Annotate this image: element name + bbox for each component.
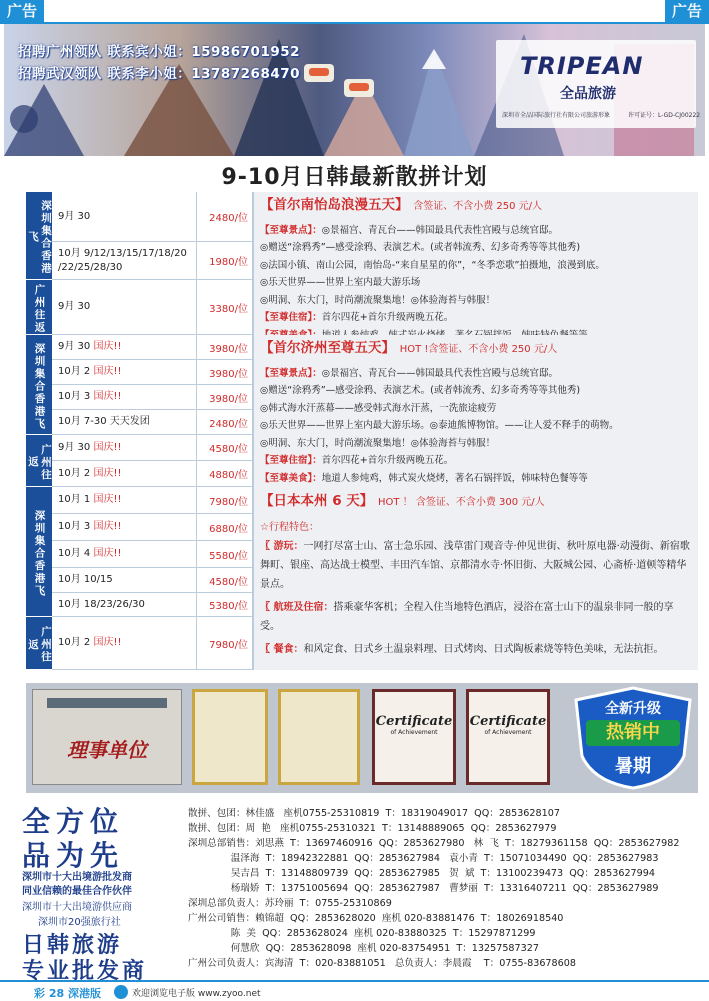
page-title: 9-10月日韩最新散拼计划	[221, 165, 488, 190]
itinerary-seoul-jeju: 【首尔济州至尊五天】 HOT !含签证、不含小费 250 元/人 【至尊景点】：◎景福宫、青瓦台——韩国最具代表性宫殿与总统官邸。 ◎赠送“涂鸦秀”—感受涂鸦、表演艺术。(或者韩流秀、幻多奇秀等等其他秀) ◎韩式海水汗蒸幕——感受韩式海水汗蒸，一洗旅途疲劳 ◎乐天世界——世界上室内最大游乐场。◎泰迪熊博物馆。——让人爱不释手的萌物。 ◎明洞、东大门，时尚潮流聚集地！◎体验海苔与韩服！ 【至尊住宿】：首尔四花+首尔升级两晚五花。 【至尊美食】：地道人参炖鸡，韩式炭火烧烤，著名石锅拌饭，韩味特色餐等等	[252, 335, 698, 487]
contact-line: 温泽海 T：18942322881 QQ：2853627984 袁小青 T：15071034490 QQ：2853627983	[188, 853, 659, 864]
certificate-achievement-2: Certificate of Achievement	[466, 689, 550, 785]
table-row: 10月 10/15 4580/位	[52, 568, 252, 593]
page-number: 彩 28 深港版	[34, 987, 101, 1000]
table-row: 10月 3 国庆!! 3980/位	[52, 385, 252, 410]
table-row: 10月 2 国庆!! 7980/位	[52, 617, 252, 670]
price: 4580/位	[196, 435, 248, 460]
recruit-guangzhou: 招聘广州领队 联系宾小姐：15986701952	[18, 44, 301, 60]
contact-line: 深圳总部负责人：苏玲丽 T：0755-25310869	[188, 898, 392, 909]
slogan-8: 专业批发商	[22, 959, 148, 984]
contact-line: 广州公司负责人：宾海清 T：020-83881051 总负责人：李晨霞 T：0755-83678608	[188, 958, 576, 969]
price: 2480/位	[196, 192, 248, 241]
itinerary-note: HOT !含签证、不含小费 250 元/人	[399, 344, 558, 355]
brand-name: 全品旅游	[560, 86, 616, 102]
price: 5580/位	[196, 541, 248, 567]
price: 7980/位	[196, 617, 248, 669]
itinerary-title: 【首尔济州至尊五天】	[260, 340, 395, 356]
ad-tag-left: 广告	[0, 0, 44, 22]
table-row: 10月 2 国庆!! 3980/位	[52, 360, 252, 385]
itinerary-japan-honshu: 【日本本州 6 天】 HOT ！ 含签证、不含小费 300 元/人 ☆行程特色： 〖 游玩：一网打尽富士山、富士急乐园、浅草雷门观音寺·仲见世街、秋叶原电器·动漫街、新宿歌舞町、银座、高达战士模型、丰田汽车馆、京都清水寺·怀旧街、大阪城公园、心斋桥·道顿等精华景点。 〖 航班及住宿：搭乘豪华客机；全程入住当地特色酒店，浸浴在富士山下的温泉非同一般的享受。 〖 餐食：和风定食、日式乡土温泉料理、日式烤肉、日式陶板素烧等特色美味，无法抗拒。	[252, 487, 698, 670]
brand-tagline: 深圳市全品国际旅行社有限公司旅游形象	[502, 112, 611, 119]
price: 3980/位	[196, 385, 248, 409]
certificate-achievement-1: Certificate of Achievement	[372, 689, 456, 785]
price: 2480/位	[196, 410, 248, 434]
table-row: 9月 30 2480/位	[52, 192, 252, 242]
slogan-5: 深圳市十大出境游供应商	[22, 902, 132, 913]
itinerary-note: 含签证、不含小费 250 元/人	[413, 201, 543, 212]
label-shenzhen-hk-3: 深圳集合香港飞	[26, 487, 52, 617]
table-row: 10月 4 国庆!! 5580/位	[52, 541, 252, 568]
contact-line: 杨瑞娇 T：13751005694 QQ：2853627987 曹梦丽 T：13316407211 QQ：2853627989	[188, 883, 659, 894]
label-shenzhen-hk-2: 深圳集合香港飞	[26, 335, 52, 435]
itinerary-note: HOT ！ 含签证、不含小费 300 元/人	[378, 497, 545, 508]
itinerary-title: 【日本本州 6 天】	[260, 493, 374, 509]
certificate-award-2	[278, 689, 360, 785]
label-guangzhou-2: 广州往返	[26, 435, 52, 487]
price: 6880/位	[196, 514, 248, 540]
page-footer	[0, 980, 709, 1000]
brand-logo: TRIPEAN	[520, 52, 644, 80]
globe-icon	[114, 985, 128, 999]
slogan-6: 深圳市20强旅行社	[38, 917, 121, 928]
table-row: 10月 2 国庆!! 4880/位	[52, 461, 252, 487]
slogan-7: 日韩旅游	[22, 933, 123, 958]
price: 3980/位	[196, 360, 248, 384]
table-row: 10月 9/12/13/15/17/18/20 /22/25/28/30 1980/位	[52, 242, 252, 280]
price: 4580/位	[196, 568, 248, 592]
contact-line: 陈 美 QQ：2853628024 座机 020-83880325 T：15297871299	[188, 928, 536, 939]
label-guangzhou-3: 广州往返	[26, 617, 52, 670]
table-row: 10月 7-30 天天发团 2480/位	[52, 410, 252, 435]
itinerary-title: 【首尔南怡岛浪漫五天】	[260, 197, 409, 213]
ad-tag-right: 广告	[665, 0, 709, 22]
itinerary-seoul-nami: 【首尔南怡岛浪漫五天】 含签证、不含小费 250 元/人 【至尊景点】：◎景福宫、青瓦台——韩国最具代表性宫殿与总统官邸。 ◎赠送“涂鸦秀”—感受涂鸦、表演艺术。(或者韩流秀、幻多奇秀等等其他秀) ◎法国小镇、南山公园，南怡岛-“来自星星的你”，“冬季恋歌”拍摄地，浪漫到底。 ◎乐天世界——世界上室内最大游乐场 ◎明洞、东大门，时尚潮流聚集地！◎体验海苔与韩服！ 【至尊住宿】：首尔四花+首尔升级两晚五花。	[252, 192, 698, 335]
price: 5380/位	[196, 593, 248, 616]
summer-hot-badge: 全新升级 热销中 暑期	[572, 686, 694, 790]
contact-line: 何慧欣 QQ：2853628098 座机 020-83754951 T：13257587327	[188, 943, 539, 954]
contact-line: 吴吉昌 T：13148809739 QQ：2853627985 贺 斌 T：13100239473 QQ：2853627994	[188, 868, 655, 879]
slogan-2: 品为先	[22, 839, 125, 872]
table-row: 9月 30 国庆!! 4580/位	[52, 435, 252, 461]
table-row: 10月 3 国庆!! 6880/位	[52, 514, 252, 541]
label-guangzhou-1: 广州往返	[26, 280, 52, 335]
price: 3380/位	[196, 280, 248, 334]
table-row: 10月 1 国庆!! 7980/位	[52, 487, 252, 514]
contact-line: 深圳总部销售：刘思燕 T：13697460916 QQ：2853627980 林 飞 T：18279361158 QQ：2853627982	[188, 838, 680, 849]
slogan-1: 全方位	[22, 805, 125, 838]
price: 1980/位	[196, 242, 248, 279]
contact-line: 散拼、包团：周 艳 座机0755-25310321 T：13148889065 QQ：2853627979	[188, 823, 557, 834]
table-row: 10月 18/23/26/30 5380/位	[52, 593, 252, 617]
certificate-council: 理事单位	[32, 689, 182, 785]
slogan-3: 深圳市十大出境游批发商	[22, 872, 132, 883]
price: 3980/位	[196, 335, 248, 359]
contact-line: 广州公司销售：赖锦超 QQ：2853628020 座机 020-83881476 T：18026918540	[188, 913, 564, 924]
price: 7980/位	[196, 487, 248, 513]
price: 4880/位	[196, 461, 248, 486]
label-shenzhen-hk-1: 深圳集合香港飞	[26, 192, 52, 280]
table-row: 9月 30 3380/位	[52, 280, 252, 335]
website-link: 欢迎浏览电子版 www.zyoo.net	[132, 989, 261, 999]
slogan-4: 同业信赖的最佳合作伙伴	[22, 886, 132, 897]
license-number: 许可证号：L-GD-CJ00222	[628, 112, 701, 119]
recruit-wuhan: 招聘武汉领队 联系李小姐：13787268470	[18, 66, 301, 82]
table-row: 9月 30 国庆!! 3980/位	[52, 335, 252, 360]
contact-list	[188, 806, 698, 971]
certificate-award-1	[192, 689, 268, 785]
contact-line: 散拼、包团：林佳盛 座机0755-25310819 T：18319049017 QQ：2853628107	[188, 808, 560, 819]
